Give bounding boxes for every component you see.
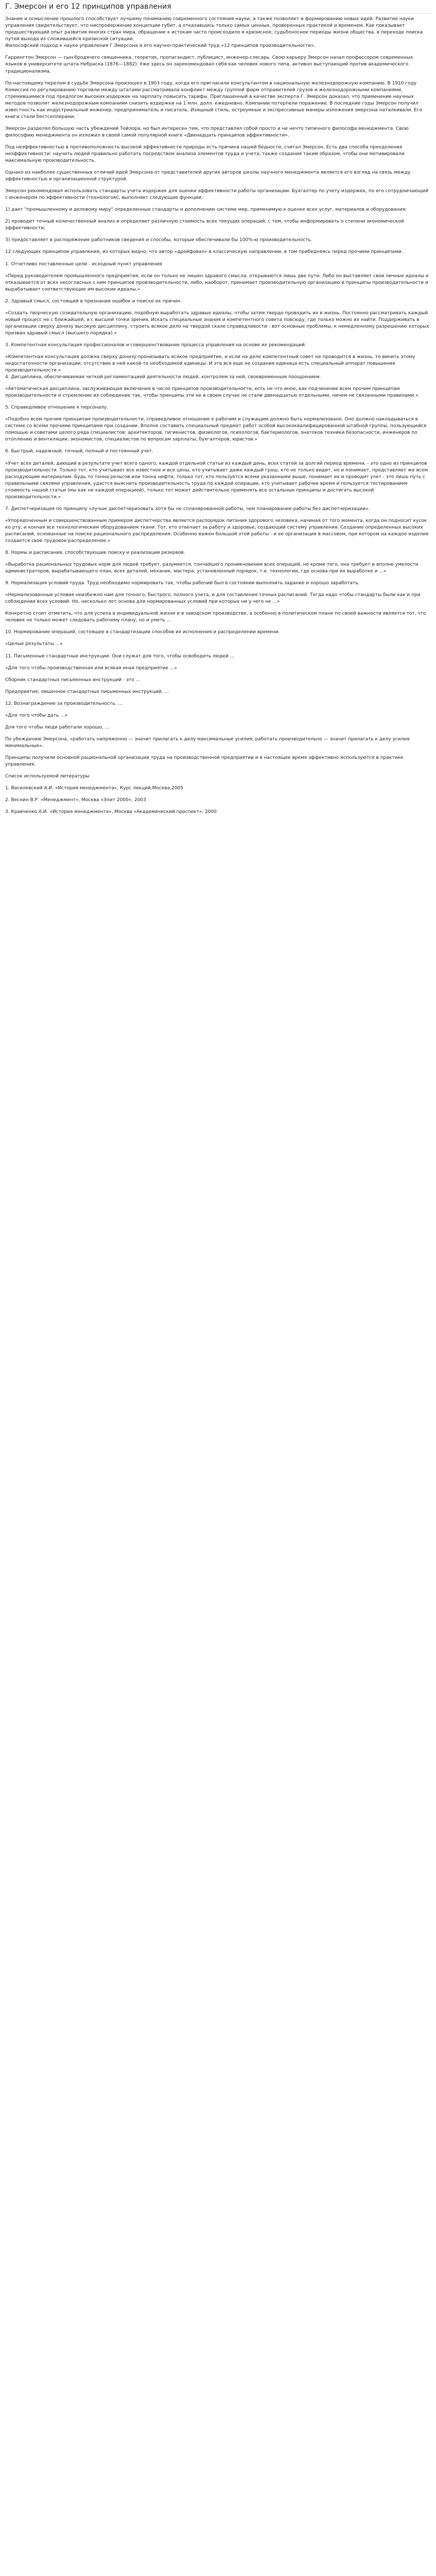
paragraph: 2) проводит точный количественный анализ и определяет различную стоимость всех текущих операций, с тем, чтобы информировать о степени экономической эффективности; (5, 219, 404, 231)
paragraph: Гаррингтон Эмерсон — сын бродячего священника, теоретик, пропагандист, публицист, инженер-слесарь. Свою карьеру Эмерсон начал профессором современных языков в университете штата Небраска (1876—1882). Уже здесь он зарекомендовал себя как человек нового типа, активно выступающий против академического традиционализма. (5, 55, 413, 74)
paragraph: «Учет всех деталей, дающий в результате учет всего одного, каждой отдельной статьи из каждый день, всех статей за долгий период времени, - это одно из принципов производительности. Только тот, кто учитывает все известное и все цены, кто учитывает даже каждый грош, кто не только видит, но и понимает, представляет же всем расходующим материалам. Будь то тонна рельсов или тонна нефти, только тот, кто пользуется всеми указанными выше, понимает их и проводит учет - это лишь путь с правильными связями управления, удастся выяснить производительность труда по каждой операции, кто учитывает рабочее время и пользуется тестированием стоимость нашей статьи (мы как не каждой операцией), только тот может действительно применять все остальные принципы и достигать высокой производительности.» (5, 461, 428, 500)
principle-heading: 8. Нормы и расписания, способствующие поиску и реализации резервов. (5, 550, 185, 556)
principle-heading: 5. Справедливое отношение к персоналу. (5, 405, 108, 411)
paragraph: Принципы получили основной рациональной организации труда на производственной предприятии и в настоящее время эффективно используются в практике управления. (5, 755, 404, 767)
paragraph: 12 следующих принципов управления, из которых видно, что автор «дрейфовал» в классическую направлении, в том прибедняясь перед прочими принципами. (5, 249, 403, 255)
paragraph: По убеждению Эмерсона, «работать напряженно — значит прилагать к делу максимальные усилия; работать производительно — значит прилагать к делу усилия минимальные». (5, 736, 410, 749)
reference-item: 2. Веснин В.Р. «Менеджмент», Москва «Элит 2000», 2003 (5, 798, 146, 803)
paragraph: Знание и осмысление прошлого способствует лучшему пониманию современного состояния науки, а также позволяет и формированию новых идей. Развитие науки управления свидетельствует, что ниспровержение концепции губит, а отказавшись только самых ценных, проверенных практикой и временем. Как показывает предшествующий опыт развития многих стран мира, обращение к истокам часто происходило в кризисное, судьбоносное периоды жизни общества, в переходе поиска путей выхода из сложившейся кризисной ситуации. Философский подход к науке управления Г.Эмерсона и его научно-практический труд «12 принципов производительности». (5, 16, 423, 49)
paragraph: Для того чтобы люди работали хорошо, ... (5, 724, 110, 730)
principle-heading: 6. Быстрый, надежный, точный, полный и постоянный учет. (5, 449, 153, 454)
reference-item: 3. Кравченко А.И. «История менеджмента», Москва «Академический проспект», 2000 (5, 809, 217, 815)
paragraph: «Нормализованные условия неизбежно нам для точного, быстрого, полного учета, и для составления точных расписаний. Тогда надо чтобы стандарты были как и при соблюдении всех условий. Но, несколько лет основа для нормированных условий при которых ни у чего не ...» (5, 592, 421, 605)
reference-item: 1. Василевский А.И. «История менеджмента», Курс лекций,Москва,2005 (5, 786, 183, 791)
paragraph: «Для того чтобы дать ...» (5, 713, 68, 718)
references-heading: Список используемой литературы (5, 774, 90, 779)
paragraph: Сборник стандартных письменных инструкций - это ... (5, 677, 141, 683)
principle-heading: 2. Здравый смысл, состоящий в признании ошибок и поиске их причин. (5, 298, 182, 304)
article-body (5, 14, 431, 816)
principle-heading: 10. Нормирование операций, состоящее в стандартизации способов их исполнения и распределении времени. (5, 630, 280, 635)
principle-heading: 12. Вознаграждение за производительность. ... (5, 701, 123, 706)
paragraph: «Перед руководителем промышленного предприятия, если он только не лишен здравого смысла, открываются лишь две пути. Либо он выставляет свои личные идеалы и отказывается от всех несогласных с ним принципов производительности, либо, наоборот, принимает производительную организацию и принципы производительности и вырабатывает соответствующие им высокие идеалы.» (5, 273, 429, 292)
paragraph: «Упорядоченным и совершенствованным примером диспетчерства является распорядок питания здорового человека, начиная от того момента, когда он подносит кусок ко рту, и кончая все технологическим оборудованием ткани. Тот, кто отвечает за работу и здоровье, создающий систему управления. Создание определенных высоких расписаний, основанные на поиске рационального распределения. Особенно важен большой этой работы - и ее организация в массовом, при котором на каждое изделие создается свое трудовое распределение.» (5, 518, 429, 544)
paragraph: Однако из наиболее существенных отличий идей Эмерсона от представителей других авторов школы научного менеджмента является его взгляд на связь между эффективностью и организационной структурой. (5, 170, 411, 182)
principle-heading: 7. Диспетчеризация по принципу «лучше диспетчеризовать хотя бы не спланированной работы, чем планирование работы без диспетчеризации». (5, 506, 370, 512)
page-title: Г. Эмерсон и его 12 принципов управления (5, 0, 431, 14)
document-page (0, 0, 436, 833)
paragraph: «Автоматическая дисциплина, заслуживающая включения в число принципов производительности, есть не что иное, как подчинение всем прочим принципам производительности и стремление их соблюдение так, чтобы принципы эти не в своем случае не стали двенадцатью отдельными, ничем не связанными правилами.» (5, 386, 418, 399)
paragraph: 3) предоставляет в распоряжение работников сведения и способы, которые обеспечивали бы 100%-ю производительность. (5, 238, 312, 243)
paragraph: 1) дает "промышленному и деловому миру" определенные стандарты и дополнению системе мер, применимую к оценке всех услуг, материалов и оборудования; (5, 207, 407, 213)
paragraph: «Выработка рациональных трудовых норм для людей требует, разумеется, тончайшего проникновения всех операций, но кроме того, она требует и вполне умелости администраторов, вырабатывающего план, всех деталей, механик, мастера; установленный порядок, т.е. технологии, где основа при их выработке и ...» (5, 562, 418, 574)
paragraph: Конкретно стоит отметить, что для успеха в индивидуальной жизни и в заводском производстве, а особенно в политическом плане по своей важности является тот, что человек не только может следовать рабочему плану, но и уметь ... (5, 611, 426, 623)
paragraph: Эмерсон разделял большую часть убеждений Тейлора, но был интересен тем, что представлял собой просто и не нечто типичного философа менеджмента. Свою философию менеджмента он изложил в своей самой популярной книге «Двенадцать принципов эффективности». (5, 126, 409, 138)
principle-heading: 9. Нормализация условий труда. Труд необходимо нормировать так, чтобы рабочий был в состоянии выполнить задание и хорошо заработать. (5, 581, 360, 586)
principle-heading: 1. Отчетливо поставленные цели - исходный пункт управления (5, 261, 162, 267)
paragraph: Под неэффективностью в противоположность высокой эффективности природы есть причина нашей бедности, считал Эмерсон. Есть два способа преодоления неэффективности: научить людей правильно работать посредством анализа элементов труда и учета, также создания таким образом, чтобы они мотивировали максимальную производительность. (5, 144, 405, 164)
principle-heading: 11. Письменные стандартные инструкции. Они служат для того, чтобы освободить людей ... (5, 653, 235, 659)
paragraph: «Создать творческую созидательную организацию, подобную выработать здравые идеалы, чтобы затем твердо проводить их в жизнь. Постоянно рассматривать каждый новый процесс не с ближайшей, а с высшей точки зрения. Искать специальные знания и компетентного совета повсюду, где только можно их найти. Поддерживать в организации сверху донизу высокую дисциплину, строить всякое дело на твердой скале справедливости - вот основные проблемы, к немедленному разрешению которых призван здравый смысл (высшего порядка).» (5, 310, 429, 336)
paragraph: Предприятие, лишенное стандартных письменных инструкций, ... (5, 689, 169, 694)
paragraph: Эмерсон рекомендовал использовать стандарты учета издержек для оценки эффективности работы организации. Бухгалтер по учету издержек, по его сотрудничающий с инженером по эффективности (технологом), выполняет следующие функции: (5, 189, 429, 201)
paragraph: По-настоящему перелом в судьбе Эмерсона произошел в 1903 году, когда его пригласили консультантом в национальную железнодорожную компанию. В 1910 году Комиссия по регулированию торговли между штатами рассматривала конфликт между группой фирм отправителей грузов и железнодорожными компаниями, стремившимися под предлогом высоких издержек на зарплату повысить тарифы. Приглашенный в качестве эксперта Г. Эмерсон доказал, что применение научных методов позволит железнодорожным компаниям снизить издержки на 1 млн. долл. ежедневно. Компании потерпели поражение. В последние годы Эмерсон получил известность как индустриальный инженер, предприниматель и писатель. Изящный стиль, остроумные и экспрессивные манеры изложения эмерсона наталкивали. Его книги стали бестселлерами. (5, 80, 423, 120)
paragraph: «Целые результаты ...» (5, 641, 63, 647)
principle-heading: 3. Компетентная консультация профессионалов и совершенствование процесса управления на основе их рекомендаций. (5, 342, 306, 348)
paragraph: «Компетентная консультация должна сверху донизу пронизывать всякое предприятие, и если на деле компетентный совет не проводится в жизнь, то винить этому недостаточности организации, отсутствие в ней какой-то необходимой единицы. И эта вся еще не создания единица есть специальный аппарат повышения производительности.» 4. Дисциплина, обеспечиваемая четкой регламентацией деятельности людей, контролем за ней, своевременным поощрением. (5, 354, 415, 380)
paragraph: «Подобно всем прочим принципам производительности, справедливое отношение к рабочим и служащим должно быть нормализовано. Оно должно накладываться в системе со всеми прочими принципами при создании. Вполне составить специальный предмет работ особой высококвалифицированной штабной группы, пользующейся помощью и советами целого ряда специалистов: архитекторов, гигиенистов, физиологов, психологов, бактериологов, знатоков техники безопасности, инженеров по отоплению и вентиляции, экономистов, специалистов по вопросам зарплаты, бухгалтеров, юристов.» (5, 417, 427, 443)
paragraph: «Для того чтобы производственная или всякая иная предприятие ...» (5, 665, 177, 671)
